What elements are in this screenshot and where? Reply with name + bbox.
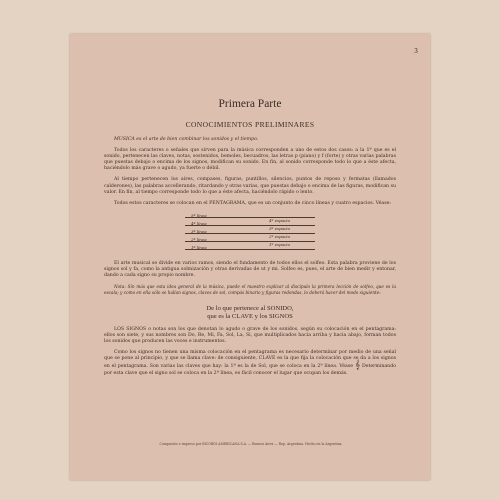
footer-imprint: Compuesto e impreso por RICORDI AMERICANA S.A. — Buenos Aires — Rep. Argentina. Hecho en la Argentina. xyxy=(159,442,343,446)
document-page xyxy=(70,34,430,480)
clef-text: Como los signos no tienen una misma colocación en el pentagrama es necesario determinar por medio de una señal que se pone al principio, y que se llama clave: de consiguiente, CLAVE es la que fija la colocación que se da a los signos en el pentagrama. Son varias las claves que hay: la 1ª es la de Sol, que se coloca en la 2ª línea. Véase xyxy=(104,350,396,370)
body-paragraph-solfeo: El arte musical se divide en varios ramos, siendo el fundamento de todos ellos el solfeo. Esta palabra proviene de los signos sol y fa, como la antigua solmización y otras derivadas de ut y mi. Solfeo es, pues, el arte de bien medir y entonar, dando a cada signo su propio nombre. xyxy=(104,260,396,279)
section-heading xyxy=(104,305,396,321)
staff-line-label: 3ª línea xyxy=(191,228,207,234)
page-number: 3 xyxy=(414,48,418,55)
staff-line-label: 1ª línea xyxy=(191,244,207,250)
note-paragraph: Nota: Sin más que esta idea general de la música, puede el maestro explicar al discípulo la primera lección de solfeo, que es la escala; y como en ella sólo se hallan signos, claves de sol, compás binario y figuras redondas, lo deberá hacer del modo siguiente: xyxy=(104,284,396,295)
clef-text-end: Determinando por esta clave que el signo sol se coloca en la 2ª línea, es fácil conocer el lugar que ocupan los demás. xyxy=(104,364,397,376)
body-paragraph-signs: LOS SIGNOS o notas son los que denotan lo agudo o grave de los sonidos, según su colocación en el pentagrama: ellos son siete, y sus nombres son Do, Re, Mi, Fa, Sol, La, Si, que multiplicados hacia arriba y hacia abajo, forman todos los sonidos que producen las voces e instrumentos. xyxy=(104,326,396,345)
staff-line-label: 2ª línea xyxy=(191,236,207,242)
staff-diagram xyxy=(185,213,315,253)
section-heading-line: De lo que pertenece al SONIDO, xyxy=(206,304,294,312)
staff-space-label: 3º espacio xyxy=(269,225,290,231)
body-paragraph-staff: Todos estos caracteres se colocan en el PENTAGRAMA, que es un conjunto de cinco líneas y cuatro espacios. Véase: xyxy=(114,200,391,206)
page-title: Primera Parte xyxy=(218,98,282,110)
section-heading-line: que es la CLAVE y los SIGNOS xyxy=(207,312,293,320)
staff-space-label: 4º espacio xyxy=(269,217,290,223)
section-subtitle: CONOCIMIENTOS PRELIMINARES xyxy=(185,120,315,129)
staff-space-label: 1º espacio xyxy=(269,241,290,247)
body-paragraph-sound: Todos los caracteres o señales que sirven para la música corresponden a uno de estos dos casos: a la 1ª que es el sonido, pertenecen las claves, notas, sostenidos, bemoles, becuadros, las letras p (piano) y f (forte) y otras varias palabras que puestas debajo o encima de los signos, modifican su sonido. En fin, al sonido corresponde todo lo que a éste afecta, haciéndolo más grave o agudo, ya fuerte o débil. xyxy=(104,148,396,172)
staff-space-label: 2º espacio xyxy=(269,233,290,239)
treble-clef-icon: 𝄞 xyxy=(354,360,361,371)
body-paragraph-time: Al tiempo pertenecen los aires, compases, figuras, puntillos, silencios, puntos de reposo y fermatas (llamados calderones), las palabras accellerando, ritardando y otras varias, que puestas debajo o encima de las figuras, modifican su valor. En fin, al tiempo corresponde todo lo que a éste afecta, haciéndolo rápido o lento. xyxy=(104,177,396,195)
staff-line-label: 5ª línea xyxy=(191,212,207,218)
body-paragraph-clef xyxy=(104,350,396,376)
page-content xyxy=(104,98,396,382)
staff-line-label: 4ª línea xyxy=(191,220,207,226)
definition-paragraph: MUSICA es el arte de bien combinar los sonidos y el tiempo. xyxy=(114,137,259,142)
